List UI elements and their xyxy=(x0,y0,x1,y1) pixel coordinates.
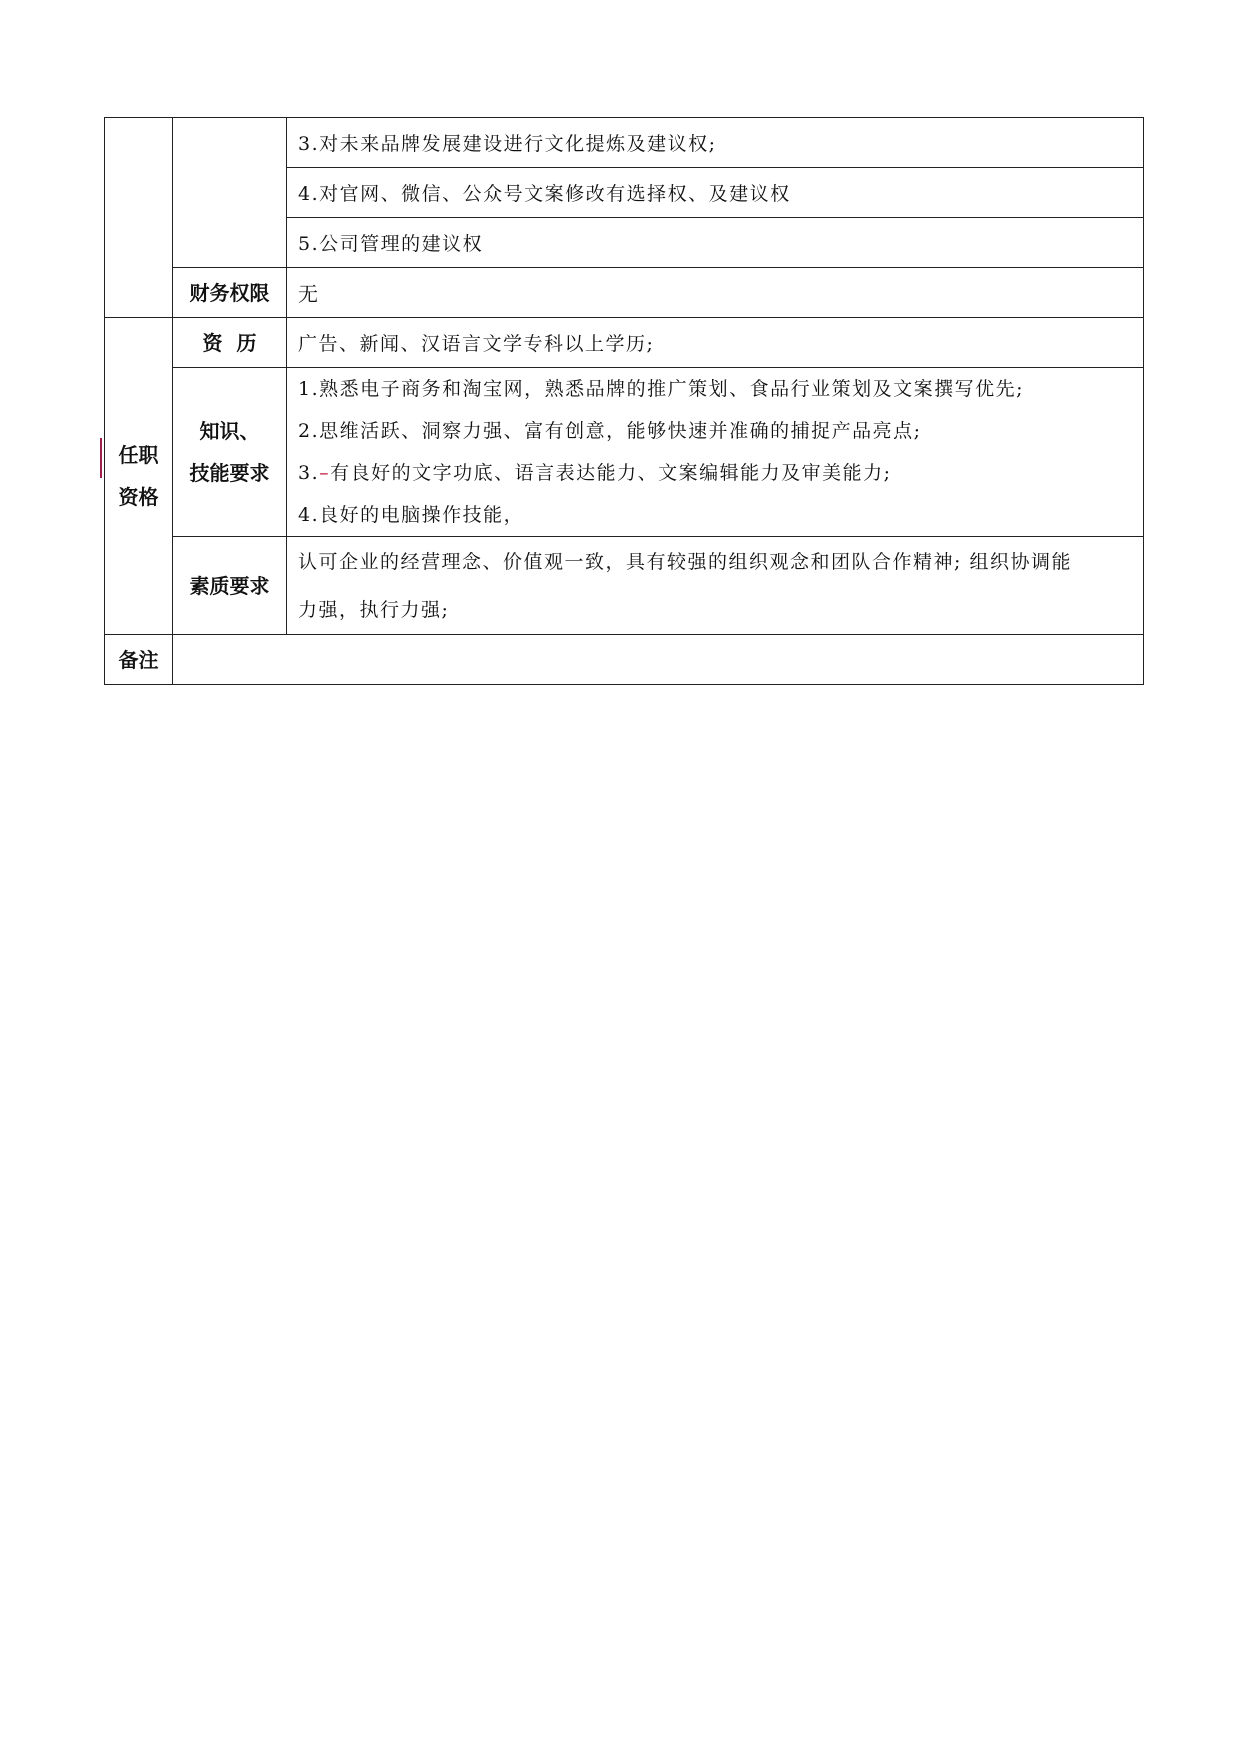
skills-label-line1: 知识、 xyxy=(199,419,260,443)
table-row xyxy=(105,368,1144,537)
qualification-label-line1: 任职 xyxy=(118,443,159,467)
quality-value xyxy=(287,537,1144,635)
empty-section-cell xyxy=(105,118,173,318)
margin-change-bar xyxy=(100,438,102,478)
right-item-3: 3.对未来品牌发展建设进行文化提炼及建议权; xyxy=(287,118,1144,168)
skill-item-3-number: 3. xyxy=(298,462,320,484)
skill-item-3-text: 有良好的文字功底、语言表达能力、文案编辑能力及审美能力; xyxy=(330,462,892,484)
quality-label: 素质要求 xyxy=(173,537,287,635)
qualification-label-line2: 资格 xyxy=(118,485,159,509)
skills-label xyxy=(173,368,287,537)
remarks-value xyxy=(173,635,1144,685)
finance-value: 无 xyxy=(287,268,1144,318)
finance-label: 财务权限 xyxy=(173,268,287,318)
skill-item-1: 1.熟悉电子商务和淘宝网，熟悉品牌的推广策划、食品行业策划及文案撰写优先; xyxy=(298,378,1025,400)
skills-label-line2: 技能要求 xyxy=(189,461,270,485)
education-label: 资 历 xyxy=(173,318,287,368)
quality-line-1: 认可企业的经营理念、价值观一致，具有较强的组织观念和团队合作精神; 组织协调能 xyxy=(298,550,1072,573)
table-row xyxy=(105,118,1144,168)
table-row xyxy=(105,635,1144,685)
empty-subsection-cell xyxy=(173,118,287,268)
qualification-label xyxy=(105,318,173,635)
education-value: 广告、新闻、汉语言文学专科以上学历; xyxy=(287,318,1144,368)
skills-list xyxy=(287,368,1144,537)
skill-item-2: 2.思维活跃、洞察力强、富有创意，能够快速并准确的捕捉产品亮点; xyxy=(298,420,922,442)
skill-item-3 xyxy=(298,452,1135,494)
right-item-5: 5.公司管理的建议权 xyxy=(287,218,1144,268)
revision-mark: – xyxy=(319,462,331,484)
remarks-label: 备注 xyxy=(105,635,173,685)
job-description-table xyxy=(104,117,1144,685)
table-row xyxy=(105,268,1144,318)
table-row xyxy=(105,537,1144,635)
right-item-4: 4.对官网、微信、公众号文案修改有选择权、及建议权 xyxy=(287,168,1144,218)
table-row xyxy=(105,318,1144,368)
quality-line-2: 力强，执行力强; xyxy=(298,598,450,621)
skill-item-4: 4.良好的电脑操作技能， xyxy=(298,504,525,526)
